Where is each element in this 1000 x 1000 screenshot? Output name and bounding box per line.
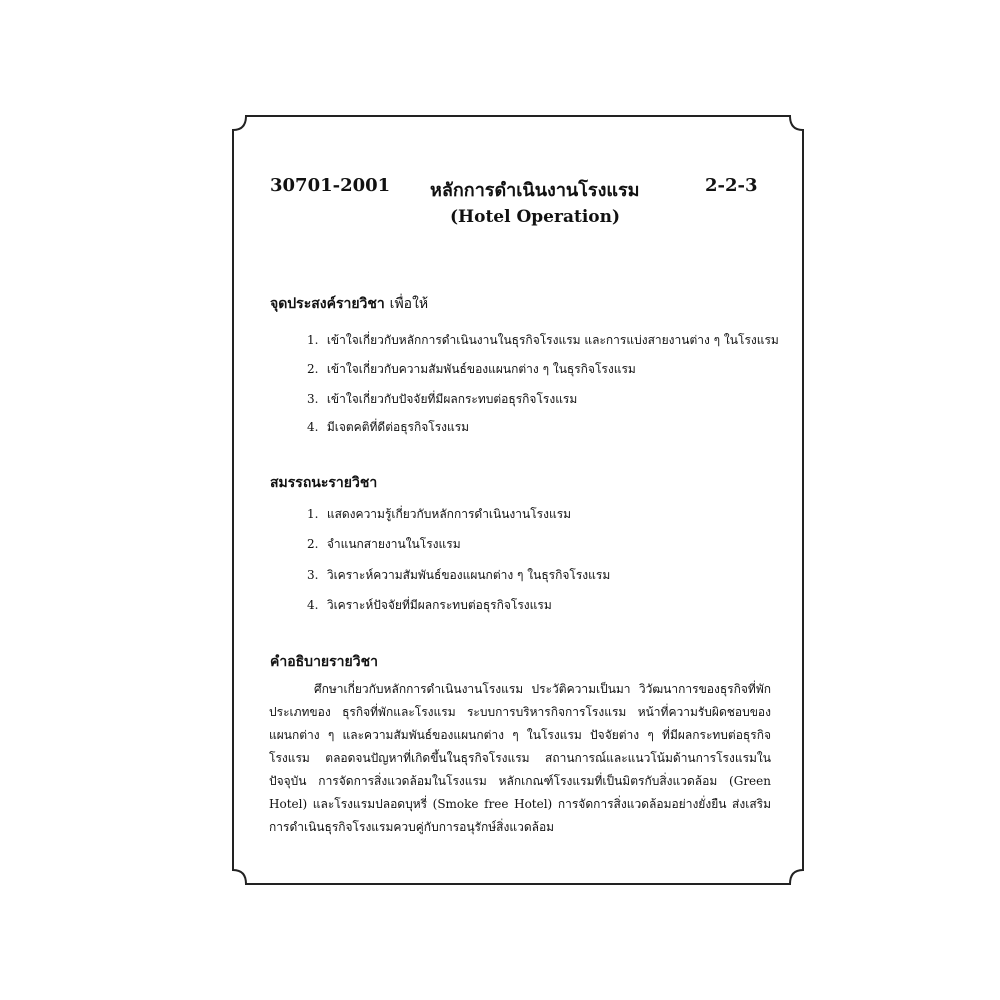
item-number: 1. bbox=[307, 333, 319, 347]
objective-item bbox=[307, 390, 577, 409]
objective-item bbox=[307, 360, 636, 379]
item-text: เข้าใจเกี่ยวกับหลักการดำเนินงานในธุรกิจโรงแรม และการแบ่งสายงานต่าง ๆ ในโรงแรม bbox=[326, 333, 779, 347]
competency-item bbox=[307, 596, 552, 615]
item-number: 1. bbox=[307, 507, 319, 521]
item-text: วิเคราะห์ความสัมพันธ์ของแผนกต่าง ๆ ในธุรกิจโรงแรม bbox=[326, 568, 611, 582]
item-text: เข้าใจเกี่ยวกับปัจจัยที่มีผลกระทบต่อธุรกิจโรงแรม bbox=[326, 392, 578, 406]
course-credits: 2-2-3 bbox=[705, 175, 758, 196]
competency-item bbox=[307, 505, 571, 524]
item-number: 3. bbox=[307, 568, 319, 582]
item-number: 3. bbox=[307, 392, 319, 406]
objectives-heading-label: จุดประสงค์รายวิชา bbox=[270, 296, 385, 312]
description-heading: คำอธิบายรายวิชา bbox=[270, 654, 378, 670]
item-text: มีเจตคติที่ดีต่อธุรกิจโรงแรม bbox=[326, 420, 470, 434]
objective-item bbox=[307, 331, 779, 350]
description-body: ศึกษาเกี่ยวกับหลักการดำเนินงานโรงแรม ประวัติความเป็นมา วิวัฒนาการของธุรกิจที่พักประเภทของ ธุรกิจที่พักและโรงแรม ระบบการบริหารกิจการโรงแรม หน้าที่ความรับผิดชอบของแผนกต่าง ๆ และความสัมพันธ์ของแผนกต่าง ๆ ในโรงแรม ปัจจัยต่าง ๆ ที่มีผลกระทบต่อธุรกิจโรงแรม ตลอดจนปัญหาที่เกิดขึ้นในธุรกิจโรงแรม สถานการณ์และแนวโน้มด้านการโรงแรมในปัจจุบัน การจัดการสิ่งแวดล้อมในโรงแรม หลักเกณฑ์โรงแรมที่เป็นมิตรกับสิ่งแวดล้อม (Green Hotel) และโรงแรมปลอดบุหรี่ (Smoke free Hotel) การจัดการสิ่งแวดล้อมอย่างยั่งยืน ส่งเสริมการดำเนินธุรกิจโรงแรมควบคู่กับการอนุรักษ์สิ่งแวดล้อม bbox=[269, 682, 771, 834]
objectives-heading-suffix: เพื่อให้ bbox=[389, 296, 429, 312]
course-code: 30701-2001 bbox=[270, 175, 391, 196]
competencies-heading: สมรรถนะรายวิชา bbox=[270, 475, 378, 491]
item-text: เข้าใจเกี่ยวกับความสัมพันธ์ของแผนกต่าง ๆ ในธุรกิจโรงแรม bbox=[326, 362, 636, 376]
competency-item bbox=[307, 535, 461, 554]
objectives-heading bbox=[270, 293, 428, 315]
item-text: แสดงความรู้เกี่ยวกับหลักการดำเนินงานโรงแรม bbox=[326, 507, 572, 521]
item-number: 2. bbox=[307, 537, 319, 551]
competency-item bbox=[307, 566, 610, 585]
item-number: 4. bbox=[307, 420, 319, 434]
course-subtitle: (Hotel Operation) bbox=[450, 207, 621, 227]
objective-item bbox=[307, 418, 469, 437]
item-text: จำแนกสายงานในโรงแรม bbox=[326, 537, 461, 551]
item-number: 4. bbox=[307, 598, 319, 612]
course-title: หลักการดำเนินงานโรงแรม bbox=[430, 180, 640, 201]
item-number: 2. bbox=[307, 362, 319, 376]
item-text: วิเคราะห์ปัจจัยที่มีผลกระทบต่อธุรกิจโรงแรม bbox=[326, 598, 552, 612]
